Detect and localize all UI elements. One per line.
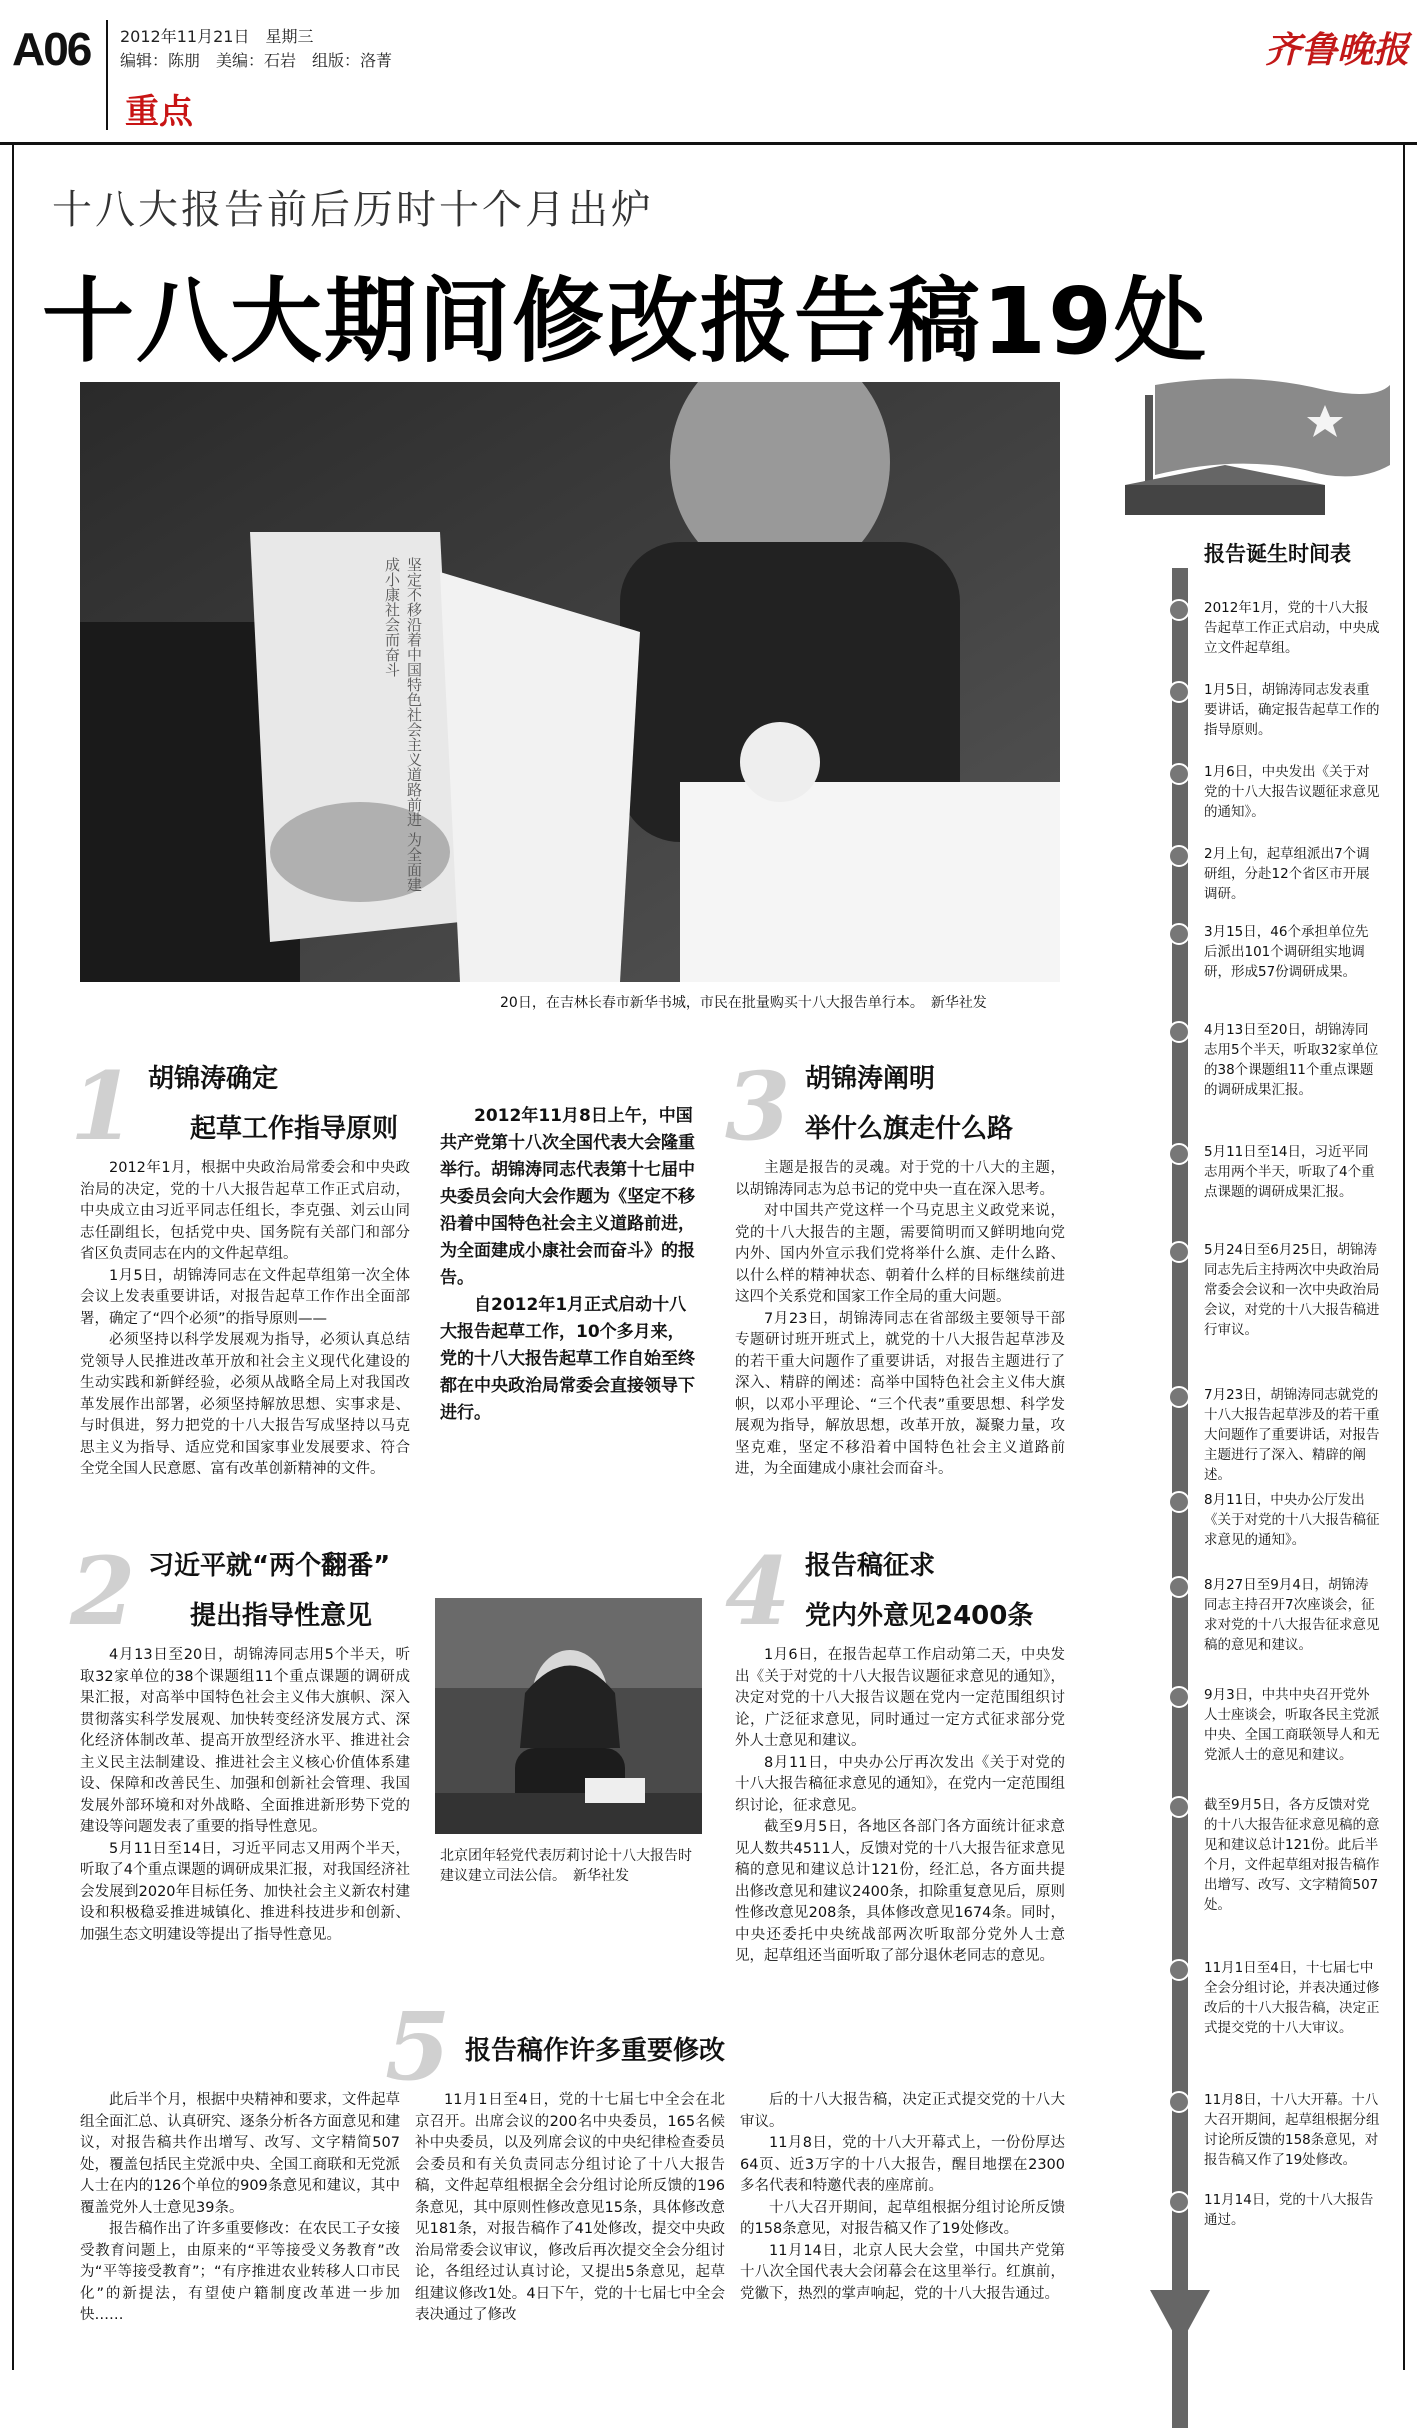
paragraph: 11月8日，党的十八大开幕式上，一份份厚达64页、近3万字的十八大报告，醒目地摆在2300多名代表和特邀代表的座席前。 bbox=[740, 2135, 1065, 2194]
timeline-dot bbox=[1168, 1143, 1190, 1165]
secondary-photo-illustration bbox=[435, 1598, 702, 1834]
timeline-entry: 7月23日，胡锦涛同志就党的十八大报告起草涉及的若干重大问题作了重要讲话，对报告主题进行了深入、精辟的阐述。 bbox=[1204, 1387, 1380, 1483]
header-divider bbox=[106, 20, 108, 130]
paragraph: 8月11日，中央办公厅再次发出《关于对党的十八大报告稿征求意见的通知》，在党内一定范围组织讨论，征求意见。 bbox=[735, 1754, 1065, 1814]
paragraph: 11月14日，北京人民大会堂，中国共产党第十八次全国代表大会闭幕会在这里举行。红旗前，党徽下，热烈的掌声响起，党的十八大报告通过。 bbox=[740, 2242, 1065, 2302]
timeline-entry: 2012年1月，党的十八大报告起草工作正式启动，中央成立文件起草组。 bbox=[1204, 600, 1380, 656]
editor-line: 编辑：陈朋 美编：石岩 组版：洛菁 bbox=[120, 51, 393, 70]
timeline-entry: 3月15日，46个承担单位先后派出101个调研组实地调研，形成57份调研成果。 bbox=[1204, 924, 1369, 980]
timeline-dot bbox=[1168, 1021, 1190, 1043]
timeline-dot bbox=[1168, 599, 1190, 621]
section-5-title: 报告稿作许多重要修改 bbox=[465, 2036, 726, 2066]
paragraph: 此后半个月，根据中央精神和要求，文件起草组全面汇总、认真研究、逐条分析各方面意见和建议，对报告稿共作出增写、改写、文字精简507处，覆盖包括民主党派中央、全国工商联和无党派人士在内的126个单位的909条意见和建议，其中覆盖党外人士意见39条。 bbox=[80, 2092, 400, 2216]
timeline-title: 报告诞生时间表 bbox=[1204, 542, 1351, 566]
paragraph: 截至9月5日，各地区各部门各方面统计征求意见人数共4511人，反馈对党的十八大报告征求意见稿的意见和建议总计121份，经汇总，各方面共提出修改意见和建议2400条，扣除重复意见后，原则性修改意见208条，具体修改意见1674条。同时，中央还委托中央统战部两次听取部分党外人士意见，起草组还当面听取了部分退休老同志的意见。 bbox=[735, 1819, 1065, 1964]
timeline-dot bbox=[1168, 923, 1190, 945]
timeline-dot bbox=[1168, 681, 1190, 703]
lead-paragraph: 自2012年1月正式启动十八大报告起草工作，10个多月来，党的十八大报告起草工作自始至终都在中央政治局常委会直接领导下进行。 bbox=[440, 1295, 695, 1423]
section-2-title-line2: 提出指导性意见 bbox=[190, 1601, 373, 1631]
masthead-logo: 齐鲁晚报 bbox=[1265, 29, 1410, 71]
timeline-dot bbox=[1168, 1576, 1190, 1598]
headline: 十八大期间修改报告稿19处 bbox=[42, 268, 1209, 375]
paragraph: 11月1日至4日，党的十七届七中全会在北京召开。出席会议的200名中央委员，165名候补中央委员，以及列席会议的中央纪律检查委员会委员和有关负责同志分组讨论了十八大报告稿，文件起草组根据全会分组讨论所反馈的196条意见，其中原则性修改意见15条，具体修改意见181条，对报告稿作了41处修改，提交中央政治局常委会议审议，修改后再次提交全会分组讨论，各组经过认真讨论，又提出5条意见，起草组建议修改1处。4日下午，党的十七届七中全会表决通过了修改 bbox=[415, 2092, 725, 2323]
timeline-entry: 11月1日至4日，十七届七中全会分组讨论，并表决通过修改后的十八大报告稿，决定正式提交党的十八大审议。 bbox=[1204, 1960, 1380, 2036]
section-4-title-line1: 报告稿征求 bbox=[805, 1551, 936, 1581]
frame-right bbox=[1403, 145, 1405, 2370]
section-1-number: 1 bbox=[70, 1052, 136, 1162]
section-3-body bbox=[735, 1158, 1065, 1481]
timeline-entry: 5月24日至6月25日，胡锦涛同志先后主持两次中央政治局常委会会议和一次中央政治局会议，对党的十八大报告稿进行审议。 bbox=[1204, 1242, 1380, 1338]
book-cover-text: 坚定不移沿着中国特色社会主义道路前进 为全面建成小康社会而奋斗 bbox=[383, 557, 423, 892]
paragraph: 5月11日至14日，习近平同志又用两个半天，听取了4个重点课题的调研成果汇报，对我国经济社会发展到2020年目标任务、加快社会主义新农村建设和积极稳妥推进城镇化、推进科技进步和创新、加强生态文明建设等提出了指导性意见。 bbox=[80, 1840, 410, 1943]
paragraph: 十八大召开期间，起草组根据分组讨论所反馈的158条意见，对报告稿又作了19处修改。 bbox=[740, 2199, 1065, 2237]
paragraph: 必须坚持以科学发展观为指导，必须认真总结党领导人民推进改革开放和社会主义现代化建设的生动实践和新鲜经验，必须从战略全局上对我国改革发展作出部署，必须坚持解放思想、实事求是、与时俱进，努力把党的十八大报告写成坚持以马克思主义为指导、适应党和国家事业发展要求、符合全党全国人民意愿、富有改革创新精神的文件。 bbox=[80, 1332, 410, 1477]
paragraph: 2012年1月，根据中央政治局常委会和中央政治局的决定，党的十八大报告起草工作正式启动，中央成立由习近平同志任组长，李克强、刘云山同志任副组长，包括党中央、国务院有关部门和部分省区负责同志在内的文件起草组。 bbox=[80, 1160, 410, 1262]
section-1-title-line2: 起草工作指导原则 bbox=[190, 1114, 399, 1144]
paragraph: 后的十八大报告稿，决定正式提交党的十八大审议。 bbox=[740, 2092, 1065, 2130]
section-label: 重点 bbox=[125, 92, 193, 132]
timeline-dot bbox=[1168, 2191, 1190, 2213]
lead-box bbox=[440, 1103, 700, 1427]
kicker: 十八大报告前后历时十个月出炉 bbox=[52, 187, 654, 233]
timeline-arrow-icon bbox=[1150, 2290, 1210, 2350]
section-3-title-line2: 举什么旗走什么路 bbox=[805, 1114, 1014, 1144]
timeline-dot bbox=[1168, 1796, 1190, 1818]
timeline-dot bbox=[1168, 1959, 1190, 1981]
timeline-entry: 8月11日，中央办公厅发出《关于对党的十八大报告稿征求意见的通知》。 bbox=[1204, 1492, 1380, 1548]
timeline-dot bbox=[1168, 1386, 1190, 1408]
section-2-title-line1: 习近平就“两个翻番” bbox=[148, 1551, 391, 1581]
timeline-dot bbox=[1168, 1686, 1190, 1708]
date-line: 2012年11月21日 星期三 bbox=[120, 27, 314, 46]
flag-icon bbox=[1125, 375, 1395, 515]
section-2-number: 2 bbox=[70, 1537, 136, 1647]
timeline-dot bbox=[1168, 2091, 1190, 2113]
paragraph: 1月6日，在报告起草工作启动第二天，中央发出《关于对党的十八大报告议题征求意见的通知》，决定对党的十八大报告议题在党内一定范围组织讨论，广泛征求意见，同时通过一定方式征求部分党外人士意见和建议。 bbox=[735, 1647, 1065, 1749]
timeline-dot bbox=[1168, 1241, 1190, 1263]
paragraph: 主题是报告的灵魂。对于党的十八大的主题，以胡锦涛同志为总书记的党中央一直在深入思考。 bbox=[735, 1160, 1065, 1198]
section-1-title-line1: 胡锦涛确定 bbox=[148, 1064, 279, 1094]
lead-paragraph: 2012年11月8日上午，中国共产党第十八次全国代表大会隆重举行。胡锦涛同志代表第十七届中央委员会向大会作题为《坚定不移沿着中国特色社会主义道路前进，为全面建成小康社会而奋斗》的报告。 bbox=[440, 1106, 695, 1288]
section-3-number: 3 bbox=[725, 1052, 791, 1162]
timeline-entry: 11月14日，党的十八大报告通过。 bbox=[1204, 2192, 1374, 2228]
section-1-body bbox=[80, 1158, 410, 1481]
timeline-entry: 1月5日，胡锦涛同志发表重要讲话，确定报告起草工作的指导原则。 bbox=[1204, 682, 1380, 738]
paragraph: 4月13日至20日，胡锦涛同志用5个半天，听取32家单位的38个课题组11个重点课题的调研成果汇报，对高举中国特色社会主义伟大旗帜、深入贯彻落实科学发展观、加快转变经济发展方式、深化经济体制改革、提高开放型经济水平、推进社会主义民主法制建设、推进社会主义核心价值体系建设、保障和改善民生、加强和创新社会管理、我国发展外部环境和对外战略、全面推进新形势下党的建设等问题发表了重要的指导性意见。 bbox=[80, 1647, 410, 1835]
timeline-entry: 9月3日，中共中央召开党外人士座谈会，听取各民主党派中央、全国工商联领导人和无党派人士的意见和建议。 bbox=[1204, 1687, 1380, 1763]
section-5-col1 bbox=[80, 2090, 400, 2327]
paragraph: 报告稿作出了许多重要修改：在农民工子女接受教育问题上，由原来的“平等接受义务教育”改为“平等接受教育”；“有序推进农业转移人口市民化”的新提法，有望使户籍制度改革进一步加快…… bbox=[80, 2221, 400, 2323]
section-5-col2 bbox=[415, 2090, 725, 2327]
secondary-photo-caption: 北京团年轻党代表厉莉讨论十八大报告时建议建立司法公信。 新华社发 bbox=[440, 1848, 692, 1884]
section-3-title-line1: 胡锦涛阐明 bbox=[805, 1064, 936, 1094]
paragraph: 对中国共产党这样一个马克思主义政党来说，党的十八大报告的主题，需要简明而又鲜明地向党内外、国内外宣示我们党将举什么旗、走什么路、以什么样的精神状态、朝着什么样的目标继续前进这四个关系党和国家工作全局的重大问题。 bbox=[735, 1203, 1065, 1305]
paragraph: 1月5日，胡锦涛同志在文件起草组第一次全体会议上发表重要讲话，对报告起草工作作出全面部署，确定了“四个必须”的指导原则—— bbox=[80, 1267, 410, 1327]
timeline-entry: 截至9月5日，各方反馈对党的十八大报告征求意见稿的意见和建议总计121份。此后半个月，文件起草组对报告稿作出增写、改写、文字精简507处。 bbox=[1204, 1797, 1380, 1913]
secondary-photo bbox=[435, 1598, 702, 1834]
main-photo-illustration bbox=[80, 382, 1060, 982]
section-5-number: 5 bbox=[385, 1992, 451, 2102]
main-photo bbox=[80, 382, 1060, 982]
timeline-entry: 11月8日，十八大开幕。十八大召开期间，起草组根据分组讨论所反馈的158条意见，对报告稿又作了19处修改。 bbox=[1204, 2092, 1380, 2168]
timeline-dot bbox=[1168, 1491, 1190, 1513]
header-rule bbox=[0, 142, 1417, 145]
flag-illustration bbox=[1125, 375, 1395, 515]
timeline-entry: 1月6日，中央发出《关于对党的十八大报告议题征求意见的通知》。 bbox=[1204, 764, 1380, 820]
timeline-dot bbox=[1168, 845, 1190, 867]
main-photo-caption: 20日，在吉林长春市新华书城，市民在批量购买十八大报告单行本。 新华社发 bbox=[500, 995, 987, 1011]
timeline-entry: 8月27日至9月4日，胡锦涛同志主持召开7次座谈会，征求对党的十八大报告征求意见稿的意见和建议。 bbox=[1204, 1577, 1380, 1653]
page-number: A06 bbox=[12, 23, 91, 75]
section-5-col3 bbox=[740, 2090, 1065, 2305]
section-4-body bbox=[735, 1645, 1065, 1968]
paragraph: 7月23日，胡锦涛同志在省部级主要领导干部专题研讨班开班式上，就党的十八大报告起草涉及的若干重大问题作了重要讲话，对报告主题进行了深入、精辟的阐述：高举中国特色社会主义伟大旗帜，以邓小平理论、“三个代表”重要思想、科学发展观为指导，解放思想，改革开放，凝聚力量，攻坚克难，坚定不移沿着中国特色社会主义道路前进，为全面建成小康社会而奋斗。 bbox=[735, 1310, 1065, 1477]
timeline-entry: 2月上旬，起草组派出7个调研组，分赴12个省区市开展调研。 bbox=[1204, 846, 1370, 902]
section-4-number: 4 bbox=[725, 1537, 791, 1647]
timeline-entry: 4月13日至20日，胡锦涛同志用5个半天，听取32家单位的38个课题组11个重点课题的调研成果汇报。 bbox=[1204, 1022, 1379, 1098]
frame-left bbox=[12, 145, 14, 2370]
section-2-body bbox=[80, 1645, 410, 1946]
timeline-dot bbox=[1168, 763, 1190, 785]
section-4-title-line2: 党内外意见2400条 bbox=[805, 1601, 1034, 1631]
timeline-entry: 5月11日至14日，习近平同志用两个半天，听取了4个重点课题的调研成果汇报。 bbox=[1204, 1144, 1375, 1200]
